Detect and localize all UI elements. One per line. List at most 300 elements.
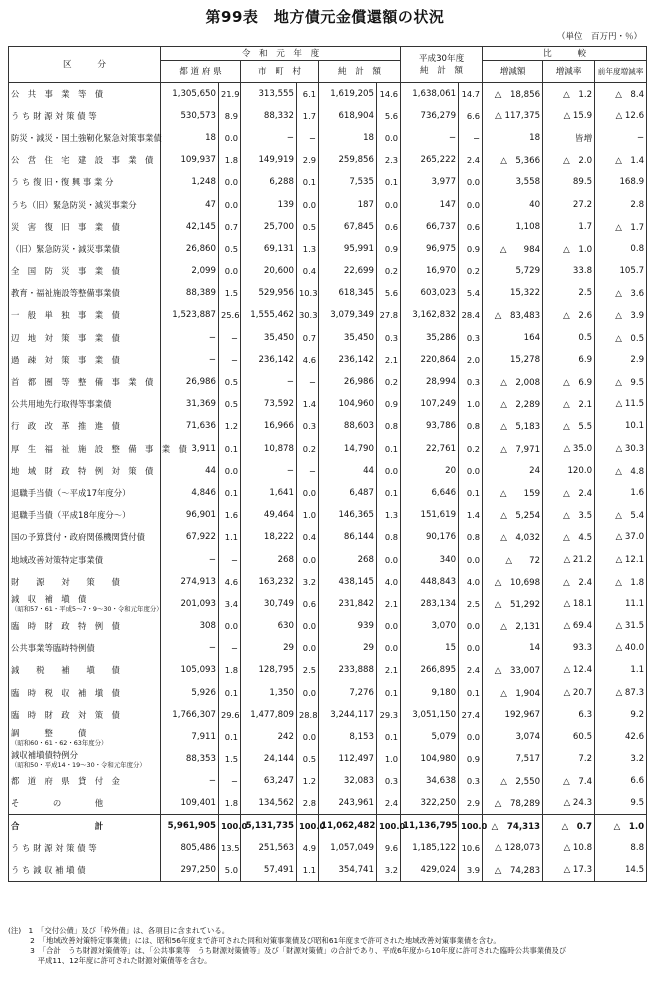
municipalities-share: 3.2 xyxy=(297,571,319,593)
net-total-value: 26,986 xyxy=(319,371,377,393)
net-total-share: 0.0 xyxy=(377,615,401,637)
h30-value: 28,994 xyxy=(401,371,459,393)
municipalities-value: 1,555,462 xyxy=(241,304,297,326)
municipalities-value: 24,144 xyxy=(241,748,297,770)
h30-value: 20 xyxy=(401,460,459,482)
net-total-share: 0.0 xyxy=(377,127,401,149)
municipalities-value: 1,641 xyxy=(241,482,297,504)
row-label: 公共事業等臨時特例債 xyxy=(9,637,161,659)
table-row xyxy=(9,859,647,881)
prefectures-value: 308 xyxy=(161,615,219,637)
net-total-value: 146,365 xyxy=(319,504,377,526)
municipalities-value: 16,966 xyxy=(241,415,297,437)
municipalities-share: 2.5 xyxy=(297,659,319,681)
footnotes xyxy=(8,926,648,966)
h30-value: 96,975 xyxy=(401,238,459,260)
prefectures-share: 29.6 xyxy=(219,704,241,726)
change-amount: △ 5,254 xyxy=(483,504,543,526)
change-amount: 24 xyxy=(483,460,543,482)
row-label: そ の 他 xyxy=(9,793,161,815)
h30-value: 15 xyxy=(401,637,459,659)
change-rate: △ 6.9 xyxy=(543,371,595,393)
h30-value: 66,737 xyxy=(401,216,459,238)
net-total-value: 112,497 xyxy=(319,748,377,770)
table-row xyxy=(9,349,647,371)
row-label: 公共用地先行取得等事業債 xyxy=(9,393,161,415)
municipalities-value: 69,131 xyxy=(241,238,297,260)
prefectures-share: 0.5 xyxy=(219,393,241,415)
prefectures-share: − xyxy=(219,770,241,792)
footnote: (注) 1 「交付公債」及び「枠外債」は、各項目に含まれている。 xyxy=(8,926,230,935)
prev-change-rate: △ 31.5 xyxy=(595,615,647,637)
prev-change-rate: △ 3.9 xyxy=(595,304,647,326)
row-label: 厚 生 福 祉 施 設 整 備 事 業 債 xyxy=(9,438,161,460)
prev-change-rate: 105.7 xyxy=(595,260,647,282)
h30-value: 93,786 xyxy=(401,415,459,437)
h30-share: 0.0 xyxy=(459,615,483,637)
municipalities-share: 1.0 xyxy=(297,504,319,526)
h30-share: 0.9 xyxy=(459,238,483,260)
h30-share: 0.6 xyxy=(459,216,483,238)
municipalities-share: − xyxy=(297,371,319,393)
prefectures-value: 5,926 xyxy=(161,682,219,704)
prev-change-rate: △ 9.5 xyxy=(595,371,647,393)
net-total-share: 9.6 xyxy=(377,837,401,859)
row-label: う ち 減 収 補 塡 債 xyxy=(9,859,161,881)
prefectures-value: 7,911 xyxy=(161,726,219,748)
change-amount: 5,729 xyxy=(483,260,543,282)
change-amount: 40 xyxy=(483,193,543,215)
municipalities-value: 163,232 xyxy=(241,571,297,593)
table-row xyxy=(9,83,647,105)
row-label: 合 計 xyxy=(9,815,161,837)
h30-value: 429,024 xyxy=(401,859,459,881)
net-total-value: 88,603 xyxy=(319,415,377,437)
net-total-share: 0.0 xyxy=(377,548,401,570)
table-row xyxy=(9,682,647,704)
row-label: 臨 時 財 政 対 策 債 xyxy=(9,704,161,726)
net-total-share: 0.1 xyxy=(377,682,401,704)
net-total-value: 939 xyxy=(319,615,377,637)
change-amount: △ 33,007 xyxy=(483,659,543,681)
municipalities-share: 100.0 xyxy=(297,815,319,837)
prev-change-rate: 11.1 xyxy=(595,593,647,615)
municipalities-share: 0.7 xyxy=(297,327,319,349)
row-label: 退職手当債（〜平成17年度分） xyxy=(9,482,161,504)
h30-value: 34,638 xyxy=(401,770,459,792)
net-total-value: 11,062,482 xyxy=(319,815,377,837)
municipalities-value: − xyxy=(241,460,297,482)
table-row xyxy=(9,726,647,748)
municipalities-share: 0.6 xyxy=(297,593,319,615)
municipalities-value: 134,562 xyxy=(241,793,297,815)
change-rate: △ 17.3 xyxy=(543,859,595,881)
table-row xyxy=(9,393,647,415)
row-label: 首 都 圏 等 整 備 事 業 債 xyxy=(9,371,161,393)
h30-share: 0.1 xyxy=(459,682,483,704)
header-prev-change-rate: 前年度増減率 xyxy=(595,61,647,83)
prefectures-value: 1,523,887 xyxy=(161,304,219,326)
net-total-share: 0.9 xyxy=(377,393,401,415)
row-label: 一 般 単 独 事 業 債 xyxy=(9,304,161,326)
net-total-value: 95,991 xyxy=(319,238,377,260)
municipalities-share: 0.0 xyxy=(297,482,319,504)
h30-share: 100.0 xyxy=(459,815,483,837)
net-total-share: 2.1 xyxy=(377,593,401,615)
row-label: 都 道 府 県 貸 付 金 xyxy=(9,770,161,792)
prefectures-value: 4,846 xyxy=(161,482,219,504)
prefectures-share: − xyxy=(219,548,241,570)
net-total-share: 2.1 xyxy=(377,349,401,371)
prefectures-value: 26,986 xyxy=(161,371,219,393)
h30-value: 147 xyxy=(401,193,459,215)
change-rate: △ 15.9 xyxy=(543,105,595,127)
row-label: うち（旧）緊急防災・減災事業分 xyxy=(9,193,161,215)
header-reiwa: 令 和 元 年 度 xyxy=(161,47,401,61)
h30-value: 16,970 xyxy=(401,260,459,282)
change-rate: △ 24.3 xyxy=(543,793,595,815)
row-label: 減 収 補 塡 債 （昭和57・61・平成5〜7・9〜30・令和元年度分） xyxy=(9,593,161,615)
h30-share: 0.1 xyxy=(459,482,483,504)
row-label: 減 税 補 塡 債 xyxy=(9,659,161,681)
prev-change-rate: △ 12.6 xyxy=(595,105,647,127)
h30-share: 2.5 xyxy=(459,593,483,615)
net-total-value: 3,079,349 xyxy=(319,304,377,326)
net-total-value: 618,345 xyxy=(319,282,377,304)
h30-share: 0.0 xyxy=(459,548,483,570)
change-amount: △ 74,283 xyxy=(483,859,543,881)
prefectures-value: 5,961,905 xyxy=(161,815,219,837)
h30-share: 0.0 xyxy=(459,637,483,659)
net-total-share: 1.3 xyxy=(377,504,401,526)
net-total-share: 0.0 xyxy=(377,193,401,215)
h30-share: 3.9 xyxy=(459,859,483,881)
prev-change-rate: △ 1.8 xyxy=(595,571,647,593)
prefectures-share: − xyxy=(219,349,241,371)
prefectures-value: 96,901 xyxy=(161,504,219,526)
prefectures-value: 1,766,307 xyxy=(161,704,219,726)
change-amount: △ 83,483 xyxy=(483,304,543,326)
net-total-share: 0.1 xyxy=(377,438,401,460)
change-amount: △ 2,289 xyxy=(483,393,543,415)
change-amount: 15,322 xyxy=(483,282,543,304)
prev-change-rate: △ 11.5 xyxy=(595,393,647,415)
municipalities-share: − xyxy=(297,460,319,482)
row-label: 辺 地 対 策 事 業 債 xyxy=(9,327,161,349)
prefectures-share: − xyxy=(219,327,241,349)
h30-share: 0.0 xyxy=(459,171,483,193)
municipalities-value: 313,555 xyxy=(241,83,297,105)
prev-change-rate: △ 5.4 xyxy=(595,504,647,526)
row-label: う ち 財 源 対 策 債 等 xyxy=(9,105,161,127)
prefectures-value: − xyxy=(161,637,219,659)
net-total-share: 0.2 xyxy=(377,260,401,282)
change-rate: △ 21.2 xyxy=(543,548,595,570)
change-rate: 6.9 xyxy=(543,349,595,371)
municipalities-value: 139 xyxy=(241,193,297,215)
header-comparison: 比 較 xyxy=(483,47,647,61)
municipalities-share: 28.8 xyxy=(297,704,319,726)
change-rate: 120.0 xyxy=(543,460,595,482)
prefectures-share: 0.1 xyxy=(219,438,241,460)
change-amount: △ 10,698 xyxy=(483,571,543,593)
prev-change-rate: △ 1.0 xyxy=(595,815,647,837)
change-rate: △ 20.7 xyxy=(543,682,595,704)
municipalities-share: 0.2 xyxy=(297,438,319,460)
header-h30: 平成30年度 純 計 額 xyxy=(401,47,483,83)
prev-change-rate: 9.5 xyxy=(595,793,647,815)
prev-change-rate: 168.9 xyxy=(595,171,647,193)
prefectures-share: − xyxy=(219,637,241,659)
prefectures-share: 0.1 xyxy=(219,482,241,504)
net-total-value: 243,961 xyxy=(319,793,377,815)
table-row xyxy=(9,793,647,815)
net-total-share: 4.0 xyxy=(377,571,401,593)
prev-change-rate: 1.1 xyxy=(595,659,647,681)
prev-change-rate: △ 37.0 xyxy=(595,526,647,548)
net-total-share: 0.3 xyxy=(377,770,401,792)
h30-share: 0.0 xyxy=(459,460,483,482)
net-total-value: 438,145 xyxy=(319,571,377,593)
change-rate: △ 2.6 xyxy=(543,304,595,326)
municipalities-value: 63,247 xyxy=(241,770,297,792)
change-rate: 27.2 xyxy=(543,193,595,215)
table-row xyxy=(9,238,647,260)
municipalities-value: 18,222 xyxy=(241,526,297,548)
municipalities-value: 128,795 xyxy=(241,659,297,681)
prev-change-rate: △ 0.5 xyxy=(595,327,647,349)
h30-share: 0.9 xyxy=(459,748,483,770)
prefectures-value: 274,913 xyxy=(161,571,219,593)
net-total-share: 27.8 xyxy=(377,304,401,326)
row-label: 財 源 対 策 債 xyxy=(9,571,161,593)
net-total-value: 104,960 xyxy=(319,393,377,415)
net-total-share: 0.8 xyxy=(377,415,401,437)
prefectures-value: 201,093 xyxy=(161,593,219,615)
change-rate: △ 2.4 xyxy=(543,482,595,504)
municipalities-share: 1.7 xyxy=(297,105,319,127)
municipalities-value: 630 xyxy=(241,615,297,637)
table-row xyxy=(9,615,647,637)
table-row xyxy=(9,571,647,593)
prefectures-share: 0.0 xyxy=(219,171,241,193)
change-rate: 60.5 xyxy=(543,726,595,748)
prefectures-value: 31,369 xyxy=(161,393,219,415)
prefectures-share: 25.6 xyxy=(219,304,241,326)
prefectures-share: 1.5 xyxy=(219,748,241,770)
prev-change-rate: △ 12.1 xyxy=(595,548,647,570)
h30-share: 5.4 xyxy=(459,282,483,304)
h30-share: 1.0 xyxy=(459,393,483,415)
change-rate: 89.5 xyxy=(543,171,595,193)
h30-share: − xyxy=(459,127,483,149)
change-amount: △ 74,313 xyxy=(483,815,543,837)
prev-change-rate: △ 1.7 xyxy=(595,216,647,238)
repayment-table xyxy=(8,46,647,882)
prefectures-value: 1,248 xyxy=(161,171,219,193)
prefectures-value: 88,389 xyxy=(161,282,219,304)
h30-value: 220,864 xyxy=(401,349,459,371)
net-total-share: 2.3 xyxy=(377,149,401,171)
h30-value: 151,619 xyxy=(401,504,459,526)
row-label: う ち 財 源 対 策 債 等 xyxy=(9,837,161,859)
prefectures-value: 18 xyxy=(161,127,219,149)
net-total-share: 2.1 xyxy=(377,659,401,681)
table-row xyxy=(9,304,647,326)
change-amount: △ 159 xyxy=(483,482,543,504)
municipalities-share: 0.5 xyxy=(297,748,319,770)
prefectures-value: 44 xyxy=(161,460,219,482)
row-label: 国の予算貸付・政府関係機関貸付債 xyxy=(9,526,161,548)
h30-value: 22,761 xyxy=(401,438,459,460)
prefectures-value: 530,573 xyxy=(161,105,219,127)
change-amount: △ 18,856 xyxy=(483,83,543,105)
net-total-share: 0.0 xyxy=(377,637,401,659)
prefectures-value: 297,250 xyxy=(161,859,219,881)
municipalities-share: 0.0 xyxy=(297,193,319,215)
table-row xyxy=(9,415,647,437)
row-label: （旧）緊急防災・減災事業債 xyxy=(9,238,161,260)
prefectures-share: 100.0 xyxy=(219,815,241,837)
municipalities-value: 57,491 xyxy=(241,859,297,881)
municipalities-value: 236,142 xyxy=(241,349,297,371)
row-label: 地域改善対策特定事業債 xyxy=(9,548,161,570)
h30-value: 736,279 xyxy=(401,105,459,127)
change-amount: △ 5,366 xyxy=(483,149,543,171)
net-total-share: 29.3 xyxy=(377,704,401,726)
row-label: 防災・減災・国土強靭化緊急対策事業債 xyxy=(9,127,161,149)
table-row xyxy=(9,193,647,215)
prefectures-value: 88,353 xyxy=(161,748,219,770)
h30-share: 27.4 xyxy=(459,704,483,726)
change-amount: 192,967 xyxy=(483,704,543,726)
h30-value: 448,843 xyxy=(401,571,459,593)
h30-share: 14.7 xyxy=(459,83,483,105)
change-amount: △ 51,292 xyxy=(483,593,543,615)
net-total-value: 6,487 xyxy=(319,482,377,504)
h30-share: 0.2 xyxy=(459,438,483,460)
h30-value: 3,977 xyxy=(401,171,459,193)
prefectures-share: 0.1 xyxy=(219,682,241,704)
municipalities-share: 1.4 xyxy=(297,393,319,415)
prefectures-share: 21.9 xyxy=(219,83,241,105)
h30-share: 2.9 xyxy=(459,793,483,815)
municipalities-value: 268 xyxy=(241,548,297,570)
net-total-value: 1,619,205 xyxy=(319,83,377,105)
change-amount: △ 4,032 xyxy=(483,526,543,548)
net-total-share: 0.1 xyxy=(377,726,401,748)
change-rate: 皆増 xyxy=(543,127,595,149)
header-net-total: 純 計 額 xyxy=(319,61,401,83)
net-total-share: 14.6 xyxy=(377,83,401,105)
h30-share: 0.3 xyxy=(459,770,483,792)
row-label: 行 政 改 革 推 進 債 xyxy=(9,415,161,437)
change-amount: 18 xyxy=(483,127,543,149)
total-row xyxy=(9,815,647,837)
change-rate: △ 2.4 xyxy=(543,571,595,593)
table-row xyxy=(9,659,647,681)
municipalities-value: 6,288 xyxy=(241,171,297,193)
net-total-value: 7,535 xyxy=(319,171,377,193)
municipalities-share: 0.1 xyxy=(297,171,319,193)
change-rate: △ 3.5 xyxy=(543,504,595,526)
header-municipalities: 市 町 村 xyxy=(241,61,319,83)
net-total-value: 233,888 xyxy=(319,659,377,681)
prefectures-share: 0.0 xyxy=(219,127,241,149)
change-rate: △ 12.4 xyxy=(543,659,595,681)
prefectures-value: 109,937 xyxy=(161,149,219,171)
change-amount: 7,517 xyxy=(483,748,543,770)
row-label: う ち 復 旧・復 興 事 業 分 xyxy=(9,171,161,193)
change-rate: △ 10.8 xyxy=(543,837,595,859)
h30-share: 0.0 xyxy=(459,726,483,748)
h30-value: 3,051,150 xyxy=(401,704,459,726)
row-label: 公 営 住 宅 建 設 事 業 債 xyxy=(9,149,161,171)
h30-value: 6,646 xyxy=(401,482,459,504)
table-row xyxy=(9,548,647,570)
change-amount: 1,108 xyxy=(483,216,543,238)
net-total-value: 29 xyxy=(319,637,377,659)
municipalities-value: 5,131,735 xyxy=(241,815,297,837)
municipalities-value: 30,749 xyxy=(241,593,297,615)
net-total-value: 268 xyxy=(319,548,377,570)
prefectures-value: 2,099 xyxy=(161,260,219,282)
change-amount: △ 2,131 xyxy=(483,615,543,637)
h30-share: 0.8 xyxy=(459,415,483,437)
prefectures-value: 26,860 xyxy=(161,238,219,260)
municipalities-share: 0.0 xyxy=(297,637,319,659)
change-rate: △ 18.1 xyxy=(543,593,595,615)
municipalities-value: 10,878 xyxy=(241,438,297,460)
prefectures-value: − xyxy=(161,327,219,349)
h30-share: 0.0 xyxy=(459,193,483,215)
footnote: 2 「地域改善対策特定事業債」には、昭和56年度まで許可された同和対策事業債及び昭和61年度まで許可された地域改善対策事業債を含む。 xyxy=(8,936,501,945)
prev-change-rate: 10.1 xyxy=(595,415,647,437)
prefectures-value: 47 xyxy=(161,193,219,215)
net-total-share: 1.0 xyxy=(377,748,401,770)
unit-note: （単位 百万円・％） xyxy=(556,32,642,42)
change-rate: △ 2.1 xyxy=(543,393,595,415)
prefectures-share: 1.5 xyxy=(219,282,241,304)
table-row xyxy=(9,482,647,504)
prefectures-share: 0.1 xyxy=(219,726,241,748)
change-rate: △ 2.0 xyxy=(543,149,595,171)
change-rate: 1.7 xyxy=(543,216,595,238)
h30-share: 4.0 xyxy=(459,571,483,593)
prev-change-rate: 3.2 xyxy=(595,748,647,770)
net-total-value: 1,057,049 xyxy=(319,837,377,859)
net-total-value: 187 xyxy=(319,193,377,215)
change-rate: △ 4.5 xyxy=(543,526,595,548)
h30-value: 9,180 xyxy=(401,682,459,704)
h30-share: 0.3 xyxy=(459,371,483,393)
municipalities-value: 529,956 xyxy=(241,282,297,304)
table-row xyxy=(9,837,647,859)
h30-value: 5,079 xyxy=(401,726,459,748)
prefectures-value: 3,911 xyxy=(161,438,219,460)
table-row xyxy=(9,260,647,282)
net-total-share: 5.6 xyxy=(377,105,401,127)
municipalities-value: 73,592 xyxy=(241,393,297,415)
change-amount: 164 xyxy=(483,327,543,349)
prefectures-share: 1.6 xyxy=(219,504,241,526)
prefectures-share: 4.6 xyxy=(219,571,241,593)
row-label: 臨 時 税 収 補 塡 債 xyxy=(9,682,161,704)
prefectures-share: 3.4 xyxy=(219,593,241,615)
prev-change-rate: △ 87.3 xyxy=(595,682,647,704)
municipalities-share: 4.6 xyxy=(297,349,319,371)
municipalities-value: 29 xyxy=(241,637,297,659)
